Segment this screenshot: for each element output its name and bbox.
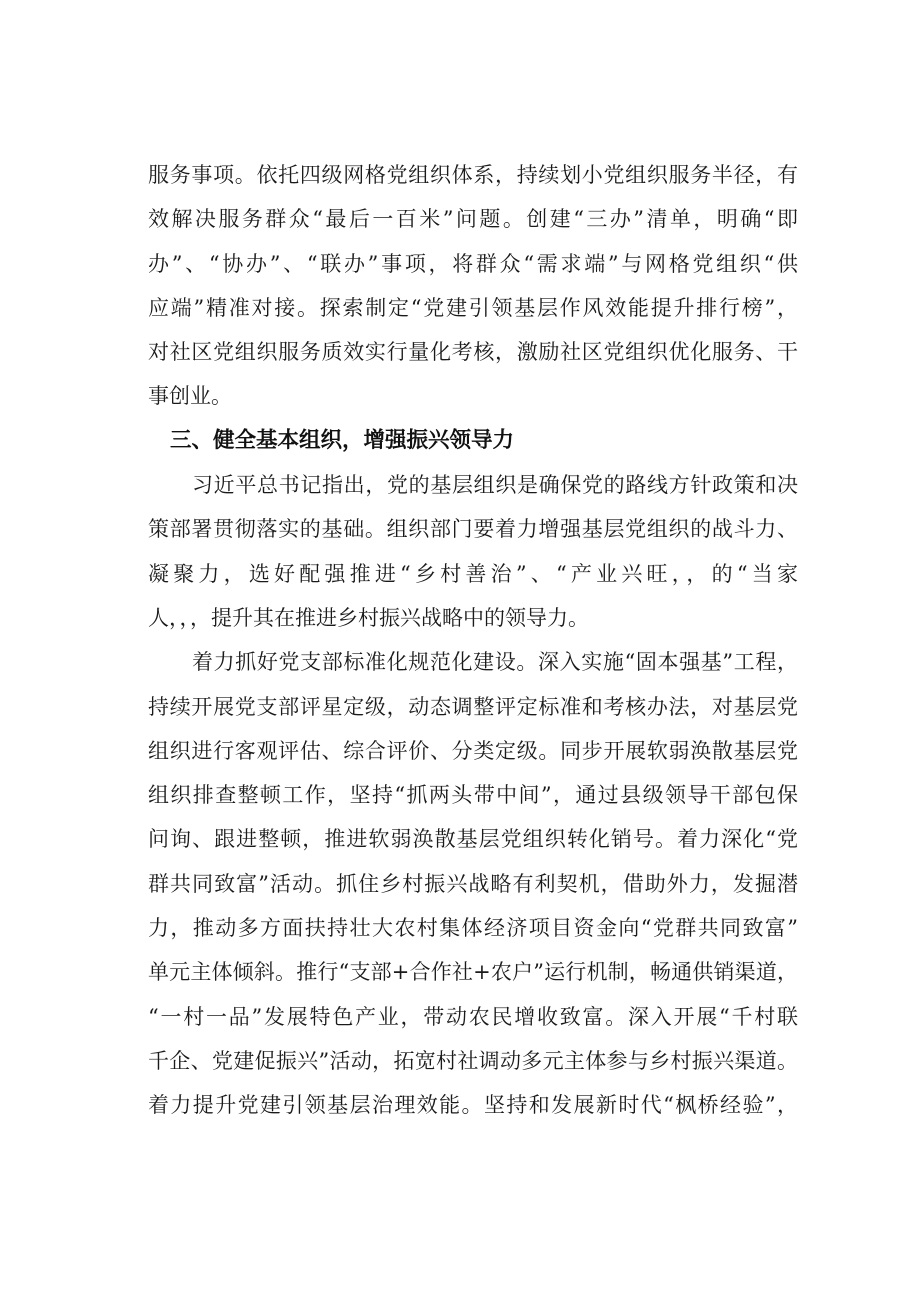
paragraph-3 (148, 640, 798, 1127)
paragraph-line: 凝聚力，选好配强推进“乡村善治”、“产业兴旺，，的“当家 (148, 561, 798, 586)
section-heading: 三、健全基本组织，增强振兴领导力 (170, 427, 515, 453)
paragraph-line: 着力抓好党支部标准化规范化建设。深入实施“固本强基”工程， (192, 650, 798, 675)
paragraph-line: 力，推动多方面扶持壮大农村集体经济项目资金向“党群共同致富” (148, 916, 798, 941)
paragraph-line: 效解决服务群众“最后一百米”问题。创建“三办”清单，明确“即 (148, 207, 798, 232)
paragraph-line: 服务事项。依托四级网格党组织体系，持续划小党组织服务半径，有 (148, 163, 798, 187)
paragraph-line: 应端”精准对接。探索制定“党建引领基层作风效能提升排行榜”， (148, 295, 798, 320)
paragraph-line: 对社区党组织服务质效实行量化考核，激励社区党组织优化服务、干 (148, 340, 798, 365)
paragraph-line: 组织进行客观评估、综合评价、分类定级。同步开展软弱涣散基层党 (148, 738, 798, 763)
paragraph-line: 策部署贯彻落实的基础。组织部门要着力增强基层党组织的战斗力、 (148, 517, 798, 542)
paragraph-line: 问询、跟进整顿，推进软弱涣散基层党组织转化销号。着力深化“党 (148, 827, 798, 852)
paragraph-line: 习近平总书记指出，党的基层组织是确保党的路线方针政策和决 (192, 473, 798, 498)
paragraph-line: 组织排查整顿工作，坚持“抓两头带中间”，通过县级领导干部包保 (148, 783, 798, 808)
paragraph-line: 事创业。 (148, 384, 232, 409)
paragraph-line: 人，，，提升其在推进乡村振兴战略中的领导力。 (148, 605, 589, 630)
paragraph-line: “一村一品”发展特色产业，带动农民增收致富。深入开展“千村联 (148, 1004, 798, 1029)
paragraph-line: 群共同致富”活动。抓住乡村振兴战略有利契机，借助外力，发掘潜 (148, 871, 798, 896)
paragraph-1 (148, 153, 798, 419)
paragraph-line: 千企、党建促振兴”活动，拓宽村社调动多元主体参与乡村振兴渠道。 (148, 1048, 798, 1073)
document-body (148, 153, 798, 1128)
paragraph-2 (148, 463, 798, 640)
paragraph-line: 持续开展党支部评星定级，动态调整评定标准和考核办法，对基层党 (148, 694, 798, 719)
paragraph-line: 办”、“协办”、“联办”事项，将群众“需求端”与网格党组织“供 (148, 251, 798, 276)
paragraph-line: 单元主体倾斜。推行“支部+合作社+农户”运行机制，畅通供销渠道， (148, 960, 798, 985)
paragraph-line: 着力提升党建引领基层治理效能。坚持和发展新时代“枫桥经验”， (148, 1093, 798, 1118)
